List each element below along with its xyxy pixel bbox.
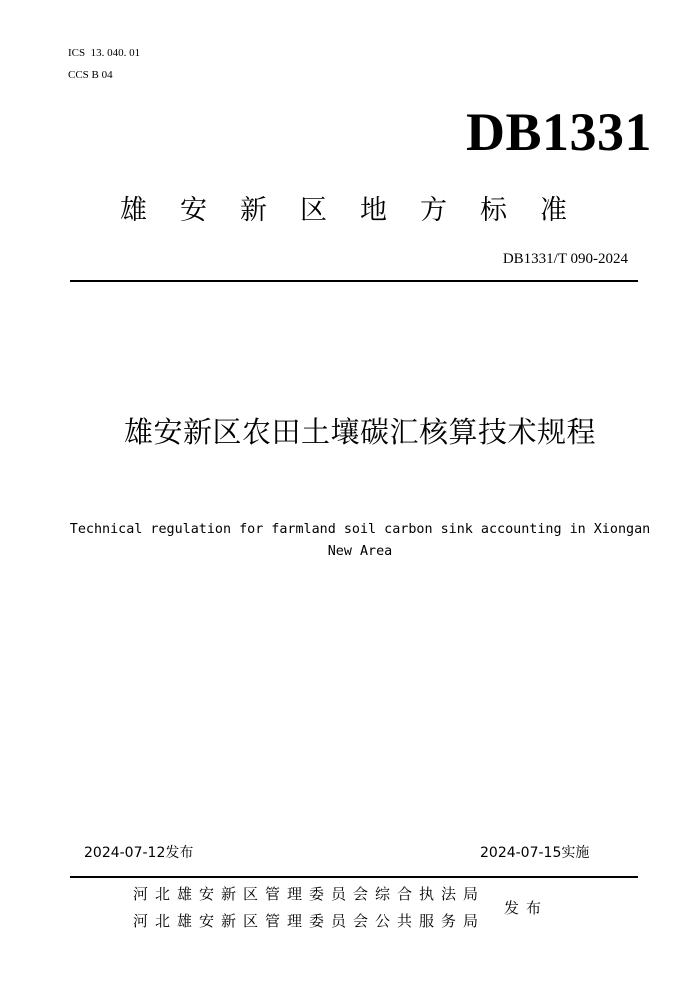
ccs-code: CCS B 04 [68,69,113,81]
title-english-line-2: New Area [327,544,393,559]
standard-code: DB1331 [465,102,652,162]
standard-type: 雄安新区地方标准 [120,195,600,226]
title-english [60,519,660,563]
title-chinese: 雄安新区农田土壤碳汇核算技术规程 [123,415,596,449]
issuer-line-1: 河北雄安新区管理委员会综合执法局 [133,885,486,903]
issue-date: 2024-07-12发布 [84,845,194,861]
ics-code: ICS 13. 040. 01 [68,47,141,59]
issuer-line-2: 河北雄安新区管理委员会公共服务局 [133,912,486,930]
header-divider [70,280,638,282]
title-english-line-1: Technical regulation for farmland soil carbon sink accounting in Xiongan [69,522,651,537]
publish-label: 发布 [504,899,549,917]
document-number: DB1331/T 090-2024 [502,251,628,267]
effective-date: 2024-07-15实施 [480,845,590,861]
footer-divider [70,876,638,878]
